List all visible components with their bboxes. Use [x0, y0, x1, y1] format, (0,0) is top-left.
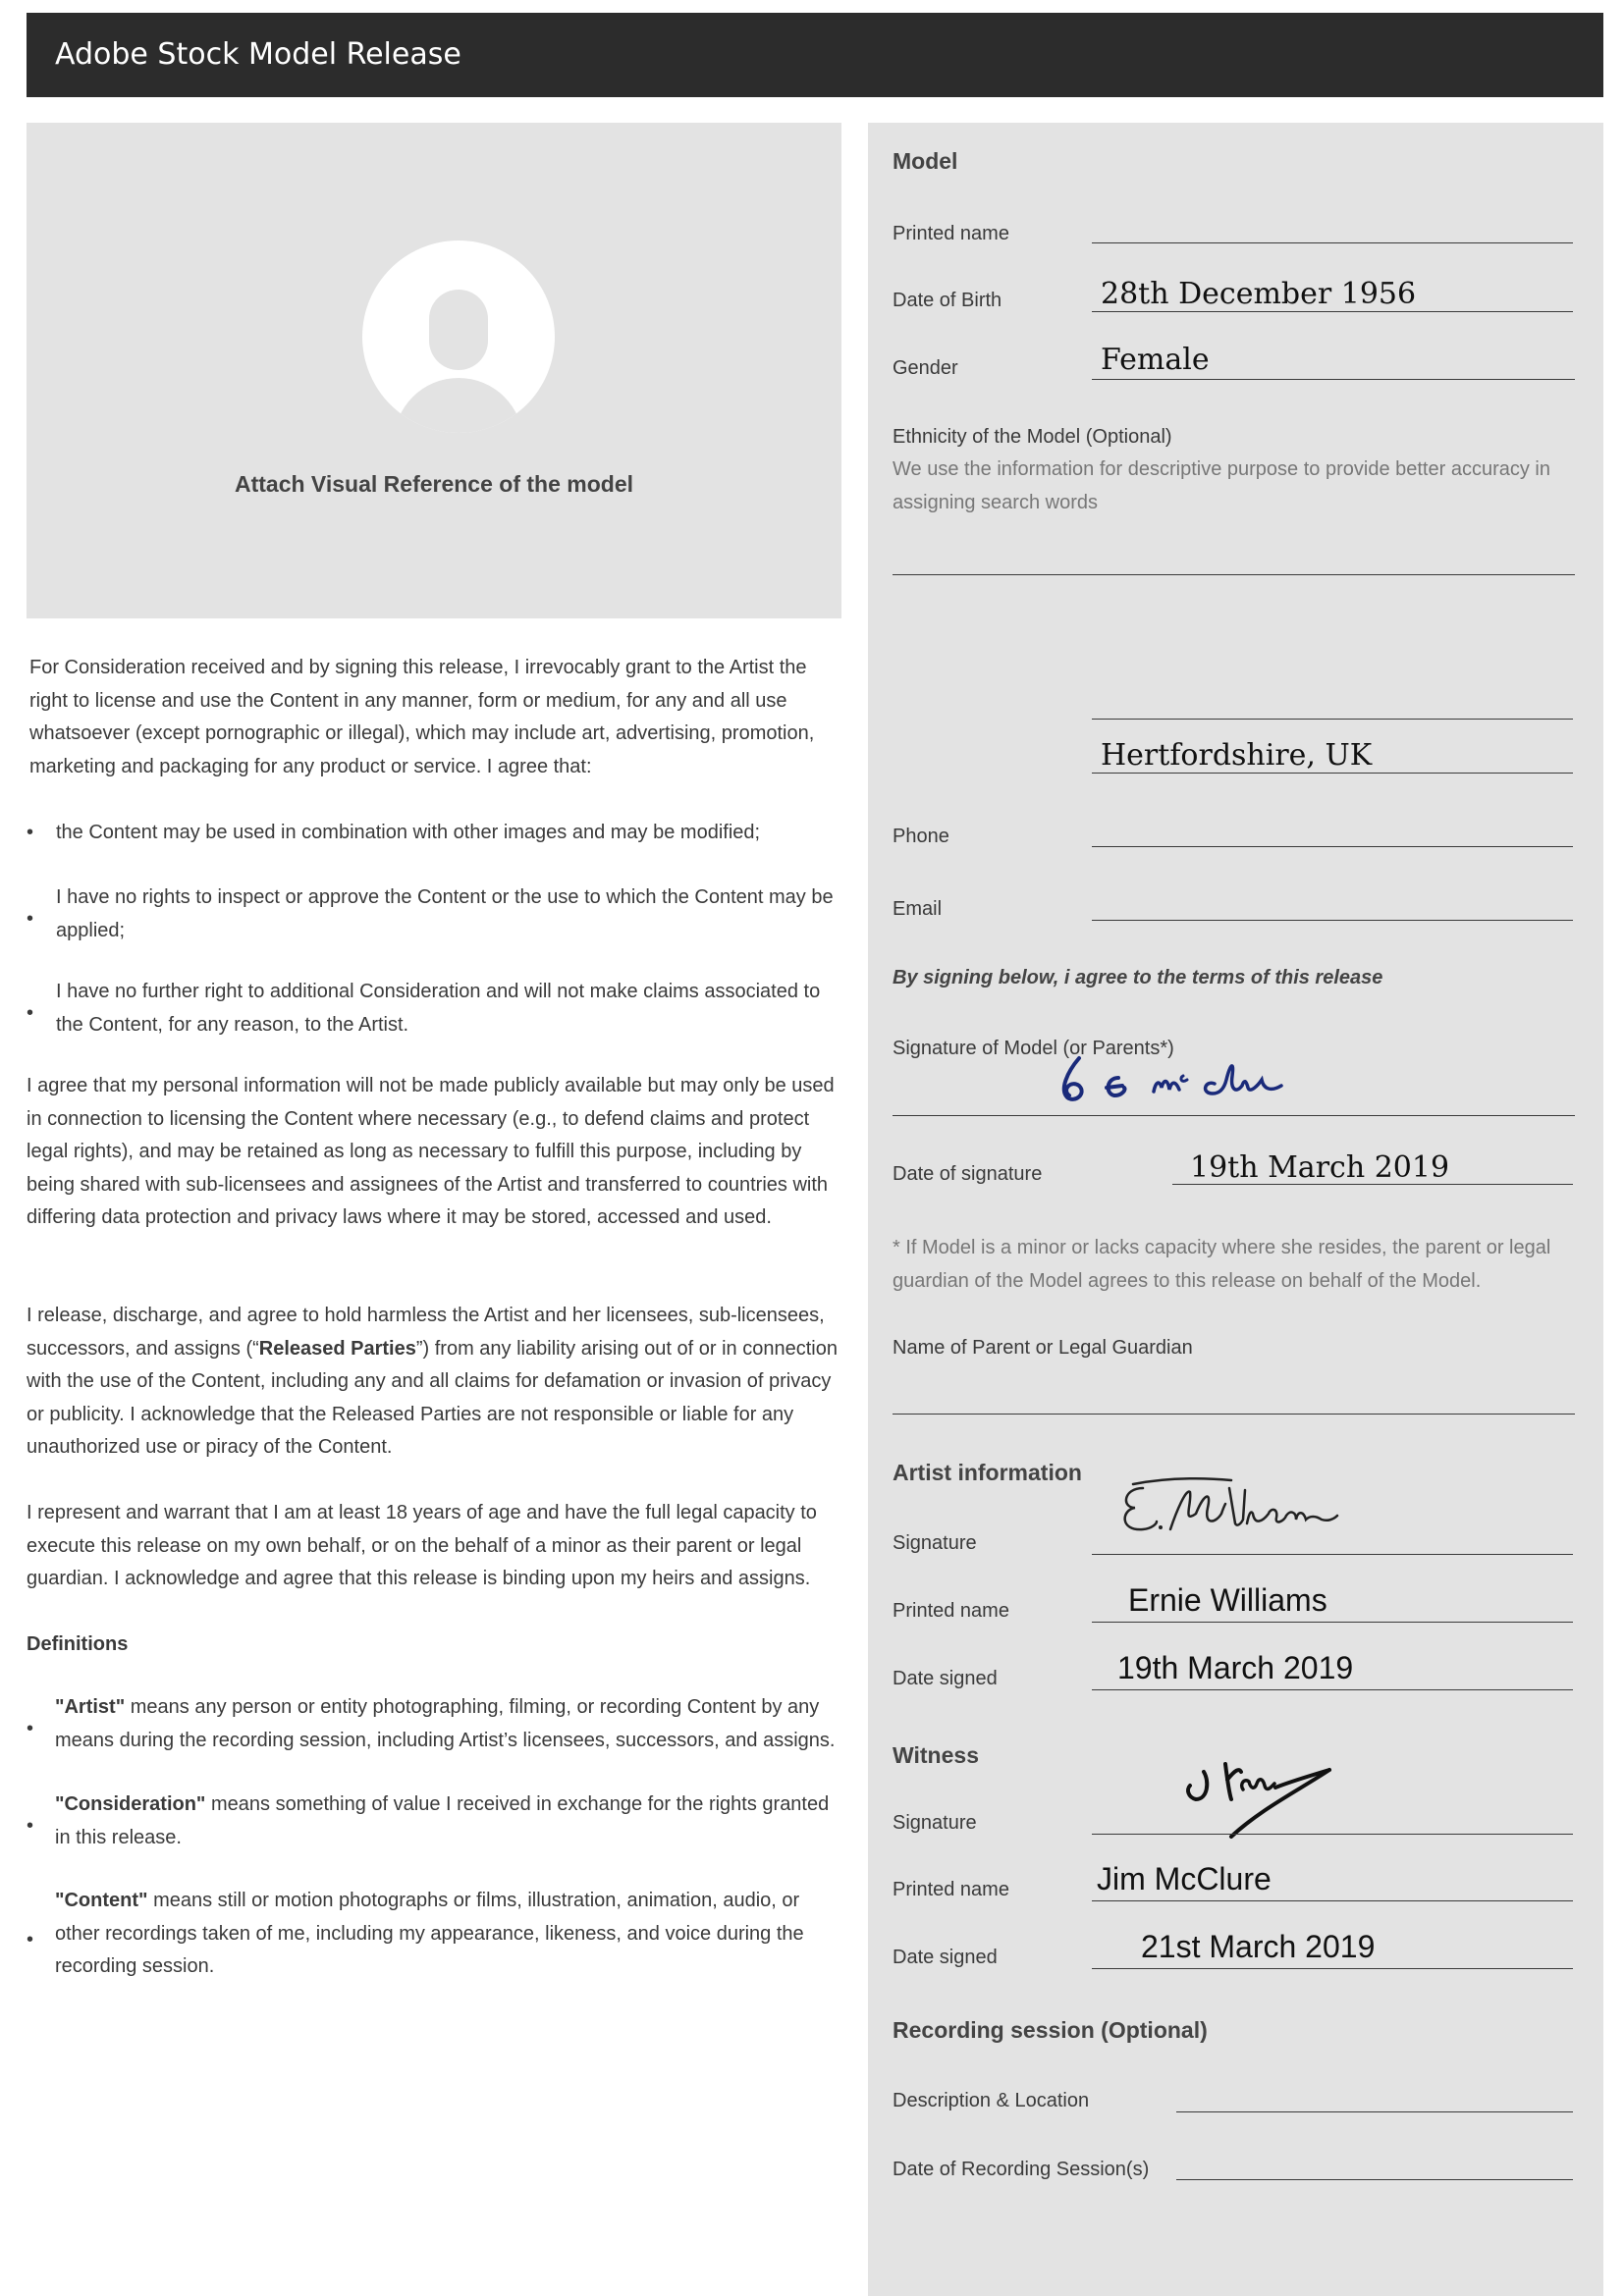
- witness-date-field[interactable]: [1092, 1968, 1573, 1969]
- list-item: • I have no rights to inspect or approve the Content or the use to which the Content may be applied;: [27, 881, 841, 947]
- list-item-text: I have no rights to inspect or approve the Content or the use to which the Content may be applied;: [56, 886, 834, 941]
- session-description-field[interactable]: [1176, 2111, 1573, 2112]
- address-line-1-field[interactable]: [1092, 719, 1573, 720]
- witness-signature-field[interactable]: [1092, 1834, 1573, 1835]
- address-value: Hertfordshire, UK: [1101, 738, 1373, 773]
- intro-paragraph: For Consideration received and by signing this release, I irrevocably grant to the Artist the right to license and use the Content in any manner, form or medium, for any and all use whatsoever (except pornographic or illegal), which may include art, advertising, promotion, marketing and packaging for any product or service. I agree that:: [29, 657, 815, 777]
- email-label: Email: [893, 898, 943, 920]
- guardian-field[interactable]: [893, 1414, 1575, 1415]
- phone-label: Phone: [893, 826, 949, 847]
- model-heading: Model: [893, 148, 958, 174]
- signature-date-field[interactable]: [1172, 1184, 1573, 1185]
- signature-date-value: 19th March 2019: [1190, 1150, 1450, 1185]
- list-item-text: the Content may be used in combination with other images and may be modified;: [56, 822, 761, 843]
- address-line-2-field[interactable]: [1092, 773, 1573, 774]
- list-item: • "Content" means still or motion photographs or films, illustration, animation, audio, or other recordings taken of me, including my appearance, likeness, and voice during the recording session.: [27, 1890, 804, 1977]
- witness-signature-label: Signature: [893, 1812, 977, 1834]
- session-date-label: Date of Recording Session(s): [893, 2159, 1150, 2180]
- form-panel: [868, 123, 1603, 2296]
- artist-signature-field[interactable]: [1092, 1554, 1573, 1555]
- gender-label: Gender: [893, 357, 958, 379]
- guardian-label: Name of Parent or Legal Guardian: [893, 1337, 1193, 1359]
- warrant-paragraph: I represent and warrant that I am at least 18 years of age and have the full legal capacity to execute this release on my own behalf, or on the behalf of a minor as their parent or legal guardian. I acknowledge and agree that this release is binding upon my heirs and assigns.: [27, 1502, 817, 1589]
- witness-printed-name-field[interactable]: [1092, 1900, 1573, 1901]
- ethnicity-field[interactable]: [893, 574, 1575, 575]
- model-signature-label: Signature of Model (or Parents*): [893, 1038, 1174, 1059]
- artist-date-value: 19th March 2019: [1117, 1650, 1354, 1685]
- dob-field[interactable]: [1092, 311, 1573, 312]
- phone-field[interactable]: [1092, 846, 1573, 847]
- privacy-paragraph: I agree that my personal information will not be made publicly available but may only be used in connection to licensing the Content where necessary (e.g., to defend claims and protect legal rights), and may be retained as long as necessary to fulfill this purpose, including by being shared with sub-licensees and assignees of the Artist and transferred to countries with differing data protection and privacy laws where it may be stored, accessed and used.: [27, 1075, 835, 1228]
- artist-printed-name-label: Printed name: [893, 1600, 1009, 1622]
- witness-date-label: Date signed: [893, 1947, 998, 1968]
- model-printed-name-field[interactable]: [1092, 242, 1573, 243]
- artist-printed-name-field[interactable]: [1092, 1622, 1573, 1623]
- ethnicity-label: Ethnicity of the Model (Optional): [893, 426, 1172, 448]
- signature-date-label: Date of signature: [893, 1163, 1043, 1185]
- witness-heading: Witness: [893, 1742, 979, 1768]
- list-item-text: I have no further right to additional Consideration and will not make claims associated to the Content, for any reason, to the Artist.: [56, 981, 821, 1036]
- witness-printed-name-value: Jim McClure: [1097, 1861, 1272, 1896]
- artist-printed-name-value: Ernie Williams: [1128, 1582, 1327, 1618]
- avatar-placeholder-icon: [362, 240, 555, 433]
- release-paragraph: I release, discharge, and agree to hold harmless the Artist and her licensees, sub-licensees, successors, and assigns (“Released Parties”) from any liability arising out of or in connection with the use of the Content, including any and all claims for defamation or invasion of privacy or publicity. I acknowledge that the Released Parties are not responsible or liable for any unauthorized use or piracy of the Content.: [27, 1305, 838, 1458]
- minor-note: * If Model is a minor or lacks capacity where she resides, the parent or legal guardian of the Model agrees to this release on behalf of the Model.: [893, 1237, 1551, 1292]
- witness-signature-icon: [1182, 1760, 1379, 1858]
- dob-value: 28th December 1956: [1101, 277, 1417, 311]
- gender-value: Female: [1101, 343, 1210, 377]
- artist-date-label: Date signed: [893, 1668, 998, 1689]
- artist-date-field[interactable]: [1092, 1689, 1573, 1690]
- witness-printed-name-label: Printed name: [893, 1879, 1009, 1900]
- email-field[interactable]: [1092, 920, 1573, 921]
- page-title: Adobe Stock Model Release: [55, 37, 461, 72]
- session-description-label: Description & Location: [893, 2090, 1090, 2111]
- page-header: [27, 13, 1603, 97]
- ethnicity-note: We use the information for descriptive purpose to provide better accuracy in assigning search words: [893, 458, 1550, 513]
- model-printed-name-label: Printed name: [893, 223, 1009, 244]
- definitions-heading: Definitions: [27, 1633, 129, 1655]
- list-item: • I have no further right to additional Consideration and will not make claims associated to the Content, for any reason, to the Artist.: [27, 976, 841, 1041]
- list-item: • the Content may be used in combination with other images and may be modified;: [27, 817, 841, 850]
- model-signature-icon: [1050, 1050, 1285, 1119]
- visual-reference-label: Attach Visual Reference of the model: [234, 471, 633, 497]
- dob-label: Date of Birth: [893, 290, 1002, 311]
- visual-reference-upload[interactable]: [27, 123, 841, 618]
- artist-heading: Artist information: [893, 1460, 1082, 1485]
- agree-statement: By signing below, i agree to the terms of this release: [893, 967, 1383, 988]
- session-date-field[interactable]: [1176, 2179, 1573, 2180]
- session-heading: Recording session (Optional): [893, 2017, 1208, 2043]
- model-signature-field[interactable]: [893, 1115, 1575, 1116]
- witness-date-value: 21st March 2019: [1141, 1929, 1376, 1964]
- artist-signature-icon: [1113, 1474, 1339, 1543]
- artist-signature-label: Signature: [893, 1532, 977, 1554]
- gender-field[interactable]: [1092, 379, 1575, 380]
- list-item: • "Artist" means any person or entity photographing, filming, or recording Content by any means during the recording session, including Artist’s licensees, successors, and assigns.: [27, 1696, 836, 1751]
- list-item: • "Consideration" means something of value I received in exchange for the rights granted in this release.: [27, 1793, 830, 1848]
